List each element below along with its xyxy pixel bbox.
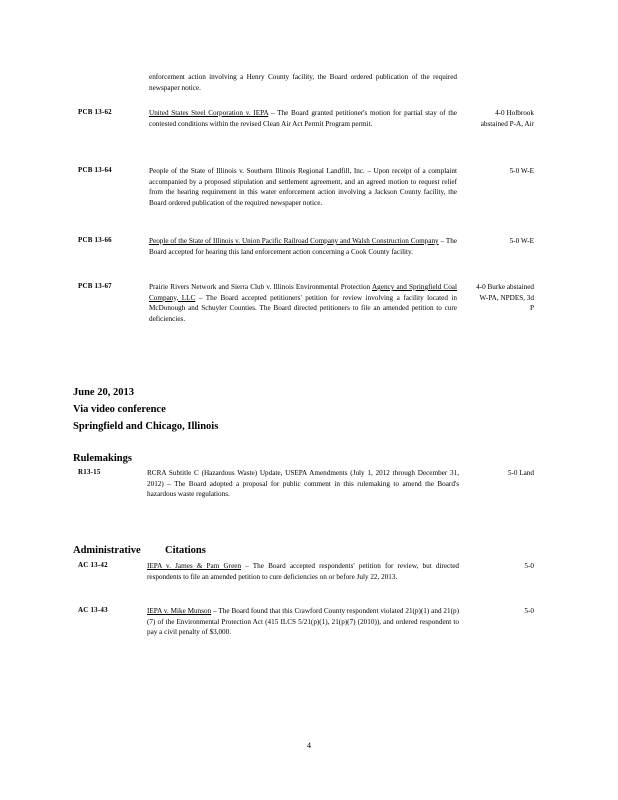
case-description [149,236,457,257]
case-number: PCB 13-66 [78,236,112,244]
vote-result: 5-0 [524,607,534,615]
case-number: PCB 13-64 [78,166,112,174]
case-summary: – The Board accepted respondents' petition for review, but directed respondents to file an amended petition to cure deficiencies on or before July 22, 2013. [147,562,459,581]
case-description [147,561,459,582]
case-description [149,282,457,324]
rulemakings-heading: Rulemakings [73,453,132,464]
case-parties: Agency and Springfield Coal Company, LLC [149,283,457,302]
case-number: AC 13-42 [78,561,108,569]
intro-text: enforcement action involving a Henry County facility, the Board ordered publication of the required newspaper notice. [149,73,457,92]
case-parties: IEPA v. Mike Munson [147,607,212,615]
vote-result: 5-0 [524,562,534,570]
case-parties: IEPA v. James & Pam Green [147,562,242,570]
case-summary: – The Board accepted petitioners' petition for review involving a facility located in McDonough and Schuyler Counties. The Board directed petitioners to file an amended petition to cure deficiencies. [149,293,457,323]
vote-result: 5-0 Land [507,469,534,477]
case-parties: People of the State of Illinois v. Union Pacific Railroad Company and Walsh Construction Company [149,237,439,245]
case-summary: – The Board granted petitioner's motion for partial stay of the contested conditions within the revised Clean Air Act Permit Program permit. [149,109,457,128]
case-description: RCRA Subtitle C (Hazardous Waste) Update, USEPA Amendments (July 1, 2012 through December 31, 2012) – The Board adopted a proposal for public comment in this rulemaking to amend the Board's hazardous waste regulations. [147,469,459,499]
vote-result: 5-0 W-E [509,237,534,245]
case-description: People of the State of Illinois v. Southern Illinois Regional Landfill, Inc. – Upon receipt of a complaint accompanied by a proposed stipulation and settlement agreement, and an agreed motion to request relief from the hearing requirement in this water enforcement action involving a Jackson County facility, the Board ordered publication of the required newspaper notice. [149,167,457,207]
citations-heading-left: Administrative [73,545,141,556]
vote-result: 4-0 Burke abstained W-PA, NPDES, 3d P [476,283,534,313]
vote-result: 5-0 W-E [509,167,534,175]
case-number: R13-15 [78,468,101,476]
page-number: 4 [307,741,311,750]
case-summary: – The Board found that this Crawford County respondent violated 21(p)(1) and 21(p)(7) of the Environmental Protection Act (415 ILCS 5/21(p)(1), 21(p)(7) (2010)), and ordered respondent to pay a civil penalty of $3,000. [147,607,459,637]
meeting-via: Via video conference [73,404,166,415]
meeting-location: Springfield and Chicago, Illinois [73,421,219,432]
case-parties: United States Steel Corporation v. IEPA [149,109,269,117]
meeting-date: June 20, 2013 [73,387,134,398]
case-description [147,606,459,638]
case-number: AC 13-43 [78,606,108,614]
case-number: PCB 13-62 [78,108,112,116]
citations-heading-right: Citations [165,545,206,556]
case-number: PCB 13-67 [78,282,112,290]
case-summary: – The Board accepted for hearing this land enforcement action concerning a Cook County facility. [149,237,457,256]
case-parties-lead: Prairie Rivers Network and Sierra Club v. Illinois Environmental Protection [149,283,372,291]
vote-result: 4-0 Holbrook abstained P-A, Air [480,109,534,128]
case-description [149,108,457,129]
